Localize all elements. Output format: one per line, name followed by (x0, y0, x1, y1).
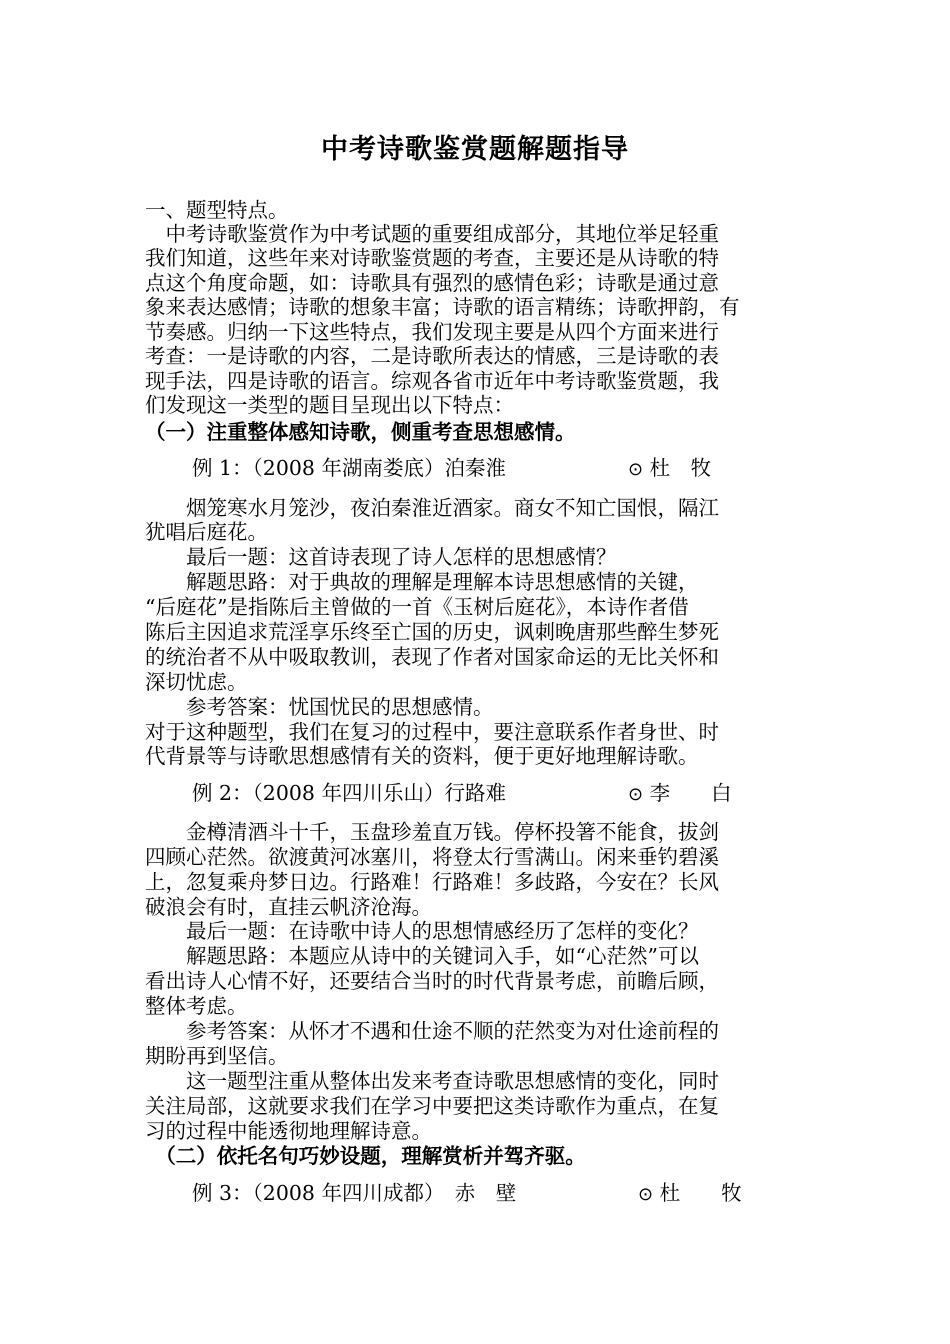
paragraph-line: 解题思路：对于典故的理解是理解本诗思想感情的关键， (145, 570, 699, 594)
example-2-header (192, 781, 506, 805)
paragraph-line: 节奏感。归纳一下这些特点，我们发现主要是从四个方面来进行 (145, 320, 719, 344)
paragraph-line: 中考诗歌鉴赏作为中考试题的重要组成部分，其地位举足轻重 (145, 222, 719, 246)
circle-dot-icon: ⊙ (638, 1184, 654, 1205)
paragraph-line: 习的过程中能透彻地理解诗意。 (145, 1119, 432, 1143)
paragraph-line: 破浪会有时，直挂云帆济沧海。 (145, 895, 432, 919)
paragraph-line: 深切忧虑。 (145, 670, 248, 694)
example-label: 例 2：（2008 年四川乐山）行路难 (192, 781, 506, 805)
page-title: 中考诗歌鉴赏题解题指导 (321, 134, 629, 165)
paragraph-line: 金樽清酒斗十千，玉盘珍羞直万钱。停杯投箸不能食，拔剑 (145, 820, 719, 844)
paragraph-line: 我们知道，这些年来对诗歌鉴赏题的考查，主要还是从诗歌的特 (145, 246, 719, 270)
paragraph-line: 烟笼寒水月笼沙，夜泊秦淮近酒家。商女不知亡国恨，隔江 (145, 496, 719, 520)
paragraph-line: 四顾心茫然。欲渡黄河冰塞川，将登太行雪满山。闲来垂钓碧溪 (145, 845, 719, 869)
paragraph-line: 参考答案：忧国忧民的思想感情。 (145, 695, 494, 719)
example-label: 例 3：（2008 年四川成都） 赤 壁 (192, 1181, 517, 1205)
author-name: 杜 牧 (649, 456, 712, 480)
paragraph-line: 的统治者不从中吸取教训，表现了作者对国家命运的无比关怀和 (145, 645, 719, 669)
circle-dot-icon: ⊙ (628, 784, 644, 805)
author-name: 李 白 (649, 781, 732, 805)
paragraph-line: 们发现这一类型的题目呈现出以下特点： (145, 393, 514, 417)
paragraph-line: 陈后主因追求荒淫享乐终至亡国的历史，讽刺晚唐那些醉生梦死 (145, 620, 719, 644)
example-1-header (192, 456, 506, 480)
paragraph-line: 看出诗人心情不好，还要结合当时的时代背景考虑，前瞻后顾， (145, 969, 719, 993)
paragraph-line: “后庭花”是指陈后主曾做的一首《玉树后庭花》，本诗作者借 (145, 595, 689, 619)
paragraph-line: 现手法，四是诗歌的语言。综观各省市近年中考诗歌鉴赏题，我 (145, 369, 719, 393)
paragraph-line: 整体考虑。 (145, 994, 248, 1018)
subsection-heading: （一）注重整体感知诗歌，侧重考查思想感情。 (145, 420, 576, 444)
paragraph-line: 参考答案：从怀才不遇和仕途不顺的茫然变为对仕途前程的 (145, 1019, 719, 1043)
paragraph-line: 象来表达感情；诗歌的想象丰富；诗歌的语言精练；诗歌押韵，有 (145, 295, 740, 319)
example-2-author (628, 781, 732, 807)
paragraph-line: 这一题型注重从整体出发来考查诗歌思想感情的变化，同时 (145, 1069, 719, 1093)
circle-dot-icon: ⊙ (628, 459, 644, 480)
paragraph-line: 最后一题：这首诗表现了诗人怎样的思想感情？ (145, 545, 617, 569)
paragraph-line: 上，忽复乘舟梦日边。行路难！行路难！多歧路，今安在？长风 (145, 870, 719, 894)
section-heading: 一、题型特点。 (145, 198, 289, 222)
author-name: 杜 牧 (659, 1181, 742, 1205)
subsection-heading: （二）依托名句巧妙设题，理解赏析并驾齐驱。 (145, 1144, 586, 1168)
paragraph-line: 对于这种题型，我们在复习的过程中，要注意联系作者身世、时 (145, 720, 719, 744)
paragraph-line: 点这个角度命题，如：诗歌具有强烈的感情色彩；诗歌是通过意 (145, 271, 719, 295)
paragraph-line: 期盼再到坚信。 (145, 1044, 289, 1068)
example-3-author (638, 1181, 742, 1207)
example-label: 例 1：（2008 年湖南娄底）泊秦淮 (192, 456, 506, 480)
paragraph-line: 犹唱后庭花。 (145, 520, 268, 544)
paragraph-line: 解题思路：本题应从诗中的关键词入手，如“心茫然”可以 (145, 944, 699, 968)
example-1-author (628, 456, 711, 482)
paragraph-line: 代背景等与诗歌思想感情有关的资料，便于更好地理解诗歌。 (145, 744, 699, 768)
paragraph-line: 考查：一是诗歌的内容，二是诗歌所表达的情感，三是诗歌的表 (145, 344, 719, 368)
paragraph-line: 最后一题：在诗歌中诗人的思想情感经历了怎样的变化？ (145, 919, 699, 943)
paragraph-line: 关注局部，这就要求我们在学习中要把这类诗歌作为重点，在复 (145, 1094, 719, 1118)
example-3-header (192, 1181, 516, 1205)
